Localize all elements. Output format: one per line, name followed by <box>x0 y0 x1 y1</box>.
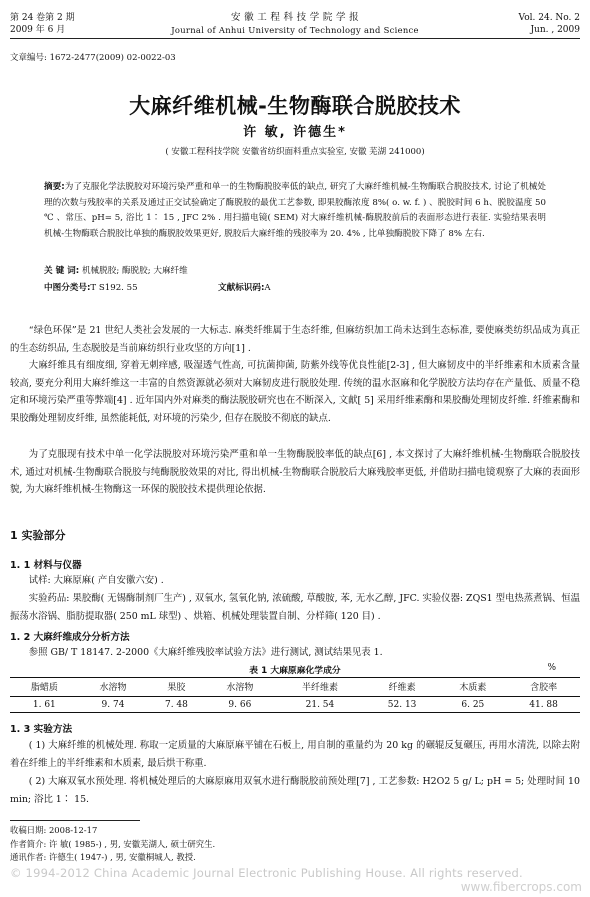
subsection-heading-materials: 1. 1 材料与仪器 <box>10 560 82 571</box>
classification-code <box>44 281 138 293</box>
materials-sample: 试样: 大麻原麻( 产自安徽六安) . <box>28 575 164 586</box>
corresponding-author: 通讯作者: 许德生( 1947-) , 男, 安徽桐城人, 教授. <box>10 852 196 862</box>
author-affiliation: ( 安徽工程科技学院 安徽省纺织面料重点实验室, 安徽 芜湖 241000) <box>165 147 425 157</box>
table-header-row <box>10 678 580 697</box>
abstract-text: 为了克服化学法脱胶对环境污染严重和单一的生物酶脱胶率低的缺点, 研究了大麻纤维机械-生物酶联合脱胶技术, 讨论了机械处理的次数与残胶率的关系及通过正交试验确定了酶脱胶的最优工艺参数, 即果胶酶浓度 8%( o. w. f. ) 、脱胶时间 6 h、脱胶温度 50 ℃ 、常压、pH= 5, 浴比 1∶ 15 , JFC 2% . 用扫描电镜( SEM) 对大麻纤维机械-酶脱胶前后的表面形态进行表征. 实验结果表明机械-生物酶联合脱胶比单独的酶脱胶效果更好, 脱胶后大麻纤维的残胶率为 20. 4% , 比单独酶脱胶下降了 8% 左右. <box>44 182 546 239</box>
journal-volume-issue <box>10 12 75 36</box>
abstract-label: 摘要: <box>44 182 65 192</box>
paper-authors: 许 敏, 许德生* <box>243 125 347 140</box>
table-unit: % <box>547 663 556 673</box>
table-header-cell: 半纤维素 <box>274 678 366 697</box>
table-cell: 52. 13 <box>366 697 439 713</box>
table-header-cell: 果胶 <box>147 678 205 697</box>
materials-reagents: 实验药品: 果胶酶( 无锡酶制剂厂生产) , 双氧水, 氢氧化钠, 浓硫酸, 草酸胺, 苯, 无水乙醇, JFC. 实验仪器: ZQS1 型电热蒸煮锅、恒温振荡水浴锅、脂肪提取器( 250 mL 球型) 、烘箱、机械处理装置自制、分样筛( 120 目) . <box>10 593 580 622</box>
table-cell: 1. 61 <box>10 697 79 713</box>
table-header-cell: 纤维素 <box>366 678 439 697</box>
section-heading-experiment: 1 实验部分 <box>10 529 66 542</box>
article-number: 文章编号: 1672-2477(2009) 02-0022-03 <box>10 53 176 63</box>
date-en-text: Jun. , 2009 <box>530 25 580 35</box>
footnote-rule <box>10 820 140 821</box>
subsection-heading-method: 1. 3 实验方法 <box>10 724 73 735</box>
paper-title: 大麻纤维机械-生物酶联合脱胶技术 <box>129 94 461 118</box>
subsection-heading-analysis: 1. 2 大麻纤维成分分析方法 <box>10 632 130 643</box>
method-step-1: ( 1) 大麻纤维的机械处理. 称取一定质量的大麻原麻平铺在石板上, 用自制的重量约为 20 kg 的碾辊反复碾压, 再用水清洗, 以除去附着在纤维上的半纤维素和木质素, 最后烘干称重. <box>10 740 580 769</box>
table-row <box>10 697 580 713</box>
table-cell: 7. 48 <box>147 697 205 713</box>
keywords-label: 关 键 词: <box>44 266 80 276</box>
abstract <box>44 180 546 242</box>
intro-paragraph-3: 为了克服现有技术中单一化学法脱胶对环境污染严重和单一生物酶脱胶率低的缺点[6] , 本文探讨了大麻纤维机械-生物酶联合脱胶技术, 通过对机械-生物酶联合脱胶与纯酶脱胶效果的对比, 得出机械-生物酶联合脱胶后大麻残胶率更低, 并借助扫描电镜观察了大麻的表面形貌, 为大麻纤维机械-生物酶这一环保的脱胶技术提供理论依据. <box>10 449 580 496</box>
volume-en-text: Vol. 24. No. 2 <box>518 13 580 23</box>
journal-title-cn: 安 徽 工 程 科 技 学 院 学 报 <box>231 12 359 23</box>
table-header-cell: 脂蜡质 <box>10 678 79 697</box>
received-date: 收稿日期: 2008-12-17 <box>10 825 98 835</box>
keywords <box>44 264 188 276</box>
table-header-cell: 水溶物 <box>206 678 275 697</box>
doc-code-text: A <box>264 283 271 293</box>
keywords-text: 机械脱胶; 酶脱胶; 大麻纤维 <box>81 266 188 276</box>
clc-label: 中图分类号: <box>44 283 91 293</box>
table-caption: 表 1 大麻原麻化学成分 <box>249 666 341 676</box>
intro-paragraph-2: 大麻纤维具有细度细, 穿着无刺痒感, 吸湿透气性高, 可抗菌抑菌, 防紫外线等优良性能[2-3] , 但大麻韧皮中的半纤维素和木质素含量较高, 要充分利用大麻纤维这一丰富的自然资源就必须对大麻韧皮进行脱胶处理. 传统的温水沤麻和化学脱胶方法均存在产量低、质量不稳定和环境污染严重等弊端[4] . 近年国内外对麻类的酶法脱胶研究也在不断深入, 文献[ 5] 采用纤维素酶和果胶酶处理韧皮纤维. 纤维素酶和果胶酶处理韧皮纤维, 虽然能耗低, 对环境的污染少, 但存在脱胶不彻底的缺点. <box>10 360 580 424</box>
copyright-notice: © 1994-2012 China Academic Journal Electronic Publishing House. All rights reserved. <box>10 866 523 880</box>
table-cell: 41. 88 <box>507 697 580 713</box>
watermark: www.fibercrops.com <box>460 880 582 894</box>
composition-table <box>10 677 580 713</box>
journal-title-en: Journal of Anhui University of Technology and Science <box>171 25 419 35</box>
analysis-method-text: 参照 GB/ T 18147. 2-2000《大麻纤维残胶率试验方法》进行测试, 测试结果见表 1. <box>28 647 383 658</box>
method-step-2: ( 2) 大麻双氧水预处理. 将机械处理后的大麻原麻用双氧水进行酶脱胶前预处理[7] , 工艺参数: H2O2 5 g/ L; pH = 5; 处理时间 10 min; 浴比 1∶ 15. <box>10 776 580 805</box>
journal-volume-en <box>519 12 580 36</box>
header-rule <box>10 38 580 39</box>
table-header-cell: 木质素 <box>439 678 508 697</box>
doc-code-label: 文献标识码: <box>218 283 265 293</box>
table-cell: 9. 74 <box>79 697 148 713</box>
author-bio: 作者简介: 许 敏( 1985-) , 男, 安徽芜湖人, 硕士研究生. <box>10 838 216 849</box>
journal-title-block <box>130 12 460 36</box>
table-cell: 21. 54 <box>274 697 366 713</box>
table-header-cell: 含胶率 <box>507 678 580 697</box>
document-code <box>218 281 271 293</box>
table-cell: 6. 25 <box>439 697 508 713</box>
volume-issue-text: 第 24 卷第 2 期 <box>10 13 75 23</box>
table-cell: 9. 66 <box>206 697 275 713</box>
clc-text: T S192. 55 <box>90 283 138 293</box>
publication-date-text: 2009 年 6 月 <box>10 25 66 35</box>
intro-paragraph-1: “绿色环保”是 21 世纪人类社会发展的一大标志. 麻类纤维属于生态纤维, 但麻纺织加工尚未达到生态标准, 要使麻类纺织品成为真正的生态纺织品, 生态脱胶是当前麻纺织行业攻坚的方向[1] . <box>10 325 580 354</box>
table-header-cell: 水溶物 <box>79 678 148 697</box>
footnotes <box>10 824 215 865</box>
